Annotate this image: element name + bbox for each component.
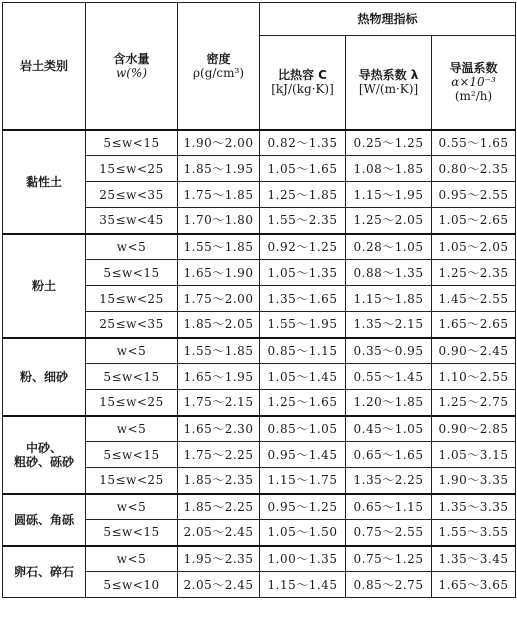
category-cell (3, 416, 86, 494)
specific-heat-cell: 0.95～1.45 (260, 442, 346, 468)
header-specific-heat (260, 36, 346, 130)
specific-heat-cell: 0.85～1.15 (260, 338, 346, 364)
conductivity-cell: 0.45～1.05 (346, 416, 432, 442)
category-cell: 黏性土 (3, 130, 86, 234)
table-row (3, 234, 516, 260)
conductivity-cell: 0.28～1.05 (346, 234, 432, 260)
category-cell: 圆砾、角砾 (3, 494, 86, 546)
header-rock-soil-type: 岩土类别 (3, 3, 86, 130)
conductivity-cell: 1.20～1.85 (346, 390, 432, 416)
density-cell: 1.65～1.95 (178, 364, 260, 390)
density-cell: 1.85～2.05 (178, 312, 260, 338)
table-body (3, 130, 516, 598)
specific-heat-cell: 1.05～1.65 (260, 156, 346, 182)
diffusivity-cell: 0.90～2.85 (432, 416, 516, 442)
header-density (178, 3, 260, 130)
water-content-cell: 5≤w<15 (86, 364, 178, 390)
diffusivity-cell: 1.65～2.65 (432, 312, 516, 338)
water-content-cell: 5≤w<15 (86, 520, 178, 546)
conductivity-cell: 1.35～2.15 (346, 312, 432, 338)
water-content-cell: 5≤w<15 (86, 442, 178, 468)
water-content-cell: 15≤w<25 (86, 156, 178, 182)
density-cell: 1.85～1.95 (178, 156, 260, 182)
conductivity-cell: 0.35～0.95 (346, 338, 432, 364)
conductivity-cell: 0.75～1.25 (346, 546, 432, 572)
conductivity-cell: 0.88～1.35 (346, 260, 432, 286)
table-row (3, 494, 516, 520)
category-line: 中砂、 (25, 440, 62, 455)
diffusivity-cell: 0.90～2.45 (432, 338, 516, 364)
diffusivity-cell: 1.65～3.65 (432, 572, 516, 598)
diffusivity-cell: 0.95～2.55 (432, 182, 516, 208)
water-content-cell: w<5 (86, 546, 178, 572)
water-content-label: 含水量 (113, 51, 150, 66)
density-cell: 1.85～2.25 (178, 494, 260, 520)
density-cell: 1.55～1.85 (178, 234, 260, 260)
conductivity-cell: 1.25～2.05 (346, 208, 432, 234)
specific-heat-cell: 1.55～2.35 (260, 208, 346, 234)
diffusivity-cell: 1.05～3.15 (432, 442, 516, 468)
conductivity-cell: 0.25～1.25 (346, 130, 432, 156)
specific-heat-cell: 1.05～1.35 (260, 260, 346, 286)
density-cell: 1.65～1.90 (178, 260, 260, 286)
water-content-cell: 25≤w<35 (86, 312, 178, 338)
water-content-cell: w<5 (86, 338, 178, 364)
water-content-cell: 5≤w<15 (86, 130, 178, 156)
conductivity-cell: 0.65～1.15 (346, 494, 432, 520)
water-content-cell: w<5 (86, 494, 178, 520)
table-row (3, 130, 516, 156)
specific-heat-cell: 0.95～1.25 (260, 494, 346, 520)
diffusivity-symbol: α×10⁻³ (451, 75, 496, 90)
conductivity-unit: [W/(m·K)] (358, 82, 419, 97)
diffusivity-cell: 1.55～3.55 (432, 520, 516, 546)
density-cell: 1.55～1.85 (178, 338, 260, 364)
water-content-cell: 25≤w<35 (86, 182, 178, 208)
table-row (3, 546, 516, 572)
water-content-cell: w<5 (86, 416, 178, 442)
density-cell: 1.90～2.00 (178, 130, 260, 156)
specific-heat-cell: 1.15～1.75 (260, 468, 346, 494)
diffusivity-cell: 1.35～3.45 (432, 546, 516, 572)
diffusivity-unit: (m²/h) (454, 89, 493, 104)
specific-heat-cell: 1.05～1.50 (260, 520, 346, 546)
diffusivity-cell: 0.55～1.65 (432, 130, 516, 156)
conductivity-cell: 0.55～1.45 (346, 364, 432, 390)
conductivity-cell: 1.35～2.25 (346, 468, 432, 494)
density-cell: 2.05～2.45 (178, 572, 260, 598)
category-cell: 卵石、碎石 (3, 546, 86, 598)
water-content-cell: 35≤w<45 (86, 208, 178, 234)
table-row (3, 416, 516, 442)
conductivity-cell: 1.08～1.85 (346, 156, 432, 182)
specific-heat-cell: 0.82～1.35 (260, 130, 346, 156)
water-content-cell: 15≤w<25 (86, 390, 178, 416)
specific-heat-cell: 0.92～1.25 (260, 234, 346, 260)
specific-heat-cell: 1.00～1.35 (260, 546, 346, 572)
diffusivity-cell: 1.05～2.65 (432, 208, 516, 234)
category-cell: 粉、细砂 (3, 338, 86, 416)
conductivity-cell: 1.15～1.85 (346, 286, 432, 312)
density-cell: 1.85～2.35 (178, 468, 260, 494)
specific-heat-label: 比热容 C (278, 68, 327, 83)
density-cell: 1.75～1.85 (178, 182, 260, 208)
diffusivity-cell: 1.25～2.35 (432, 260, 516, 286)
water-content-cell: w<5 (86, 234, 178, 260)
diffusivity-cell: 1.35～3.35 (432, 494, 516, 520)
category-cell: 粉土 (3, 234, 86, 338)
density-cell: 1.75～2.25 (178, 442, 260, 468)
diffusivity-label: 导温系数 (449, 61, 498, 76)
water-content-cell: 5≤w<15 (86, 260, 178, 286)
density-label: 密度 (206, 51, 231, 66)
density-cell: 1.65～2.30 (178, 416, 260, 442)
density-cell: 1.95～2.35 (178, 546, 260, 572)
conductivity-cell: 0.75～2.55 (346, 520, 432, 546)
density-cell: 1.75～2.00 (178, 286, 260, 312)
density-unit: ρ(g/cm³) (192, 65, 245, 80)
specific-heat-unit: [kJ/(kg·K)] (271, 82, 334, 97)
water-content-cell: 15≤w<25 (86, 286, 178, 312)
diffusivity-cell: 1.25～2.75 (432, 390, 516, 416)
diffusivity-cell: 0.80～2.35 (432, 156, 516, 182)
specific-heat-cell: 1.55～1.95 (260, 312, 346, 338)
density-cell: 2.05～2.45 (178, 520, 260, 546)
conductivity-cell: 0.85～2.75 (346, 572, 432, 598)
diffusivity-cell: 1.45～2.55 (432, 286, 516, 312)
specific-heat-cell: 1.15～1.45 (260, 572, 346, 598)
density-cell: 1.70～1.80 (178, 208, 260, 234)
water-content-unit: w(%) (115, 65, 148, 80)
water-content-cell: 5≤w<10 (86, 572, 178, 598)
table-row (3, 338, 516, 364)
density-cell: 1.75～2.15 (178, 390, 260, 416)
specific-heat-cell: 1.05～1.45 (260, 364, 346, 390)
header-water-content (86, 3, 178, 130)
conductivity-cell: 1.15～1.95 (346, 182, 432, 208)
diffusivity-cell: 1.10～2.55 (432, 364, 516, 390)
specific-heat-cell: 1.25～1.85 (260, 182, 346, 208)
thermal-properties-table (2, 2, 516, 598)
header-thermo-group: 热物理指标 (260, 3, 516, 36)
specific-heat-cell: 1.35～1.65 (260, 286, 346, 312)
conductivity-label: 导热系数 λ (358, 68, 419, 83)
conductivity-cell: 0.65～1.65 (346, 442, 432, 468)
water-content-cell: 15≤w<25 (86, 468, 178, 494)
header-conductivity (346, 36, 432, 130)
header-diffusivity (432, 36, 516, 130)
diffusivity-cell: 1.05～2.05 (432, 234, 516, 260)
diffusivity-cell: 1.90～3.35 (432, 468, 516, 494)
specific-heat-cell: 0.85～1.05 (260, 416, 346, 442)
specific-heat-cell: 1.25～1.65 (260, 390, 346, 416)
category-line: 粗砂、砾砂 (13, 454, 74, 469)
